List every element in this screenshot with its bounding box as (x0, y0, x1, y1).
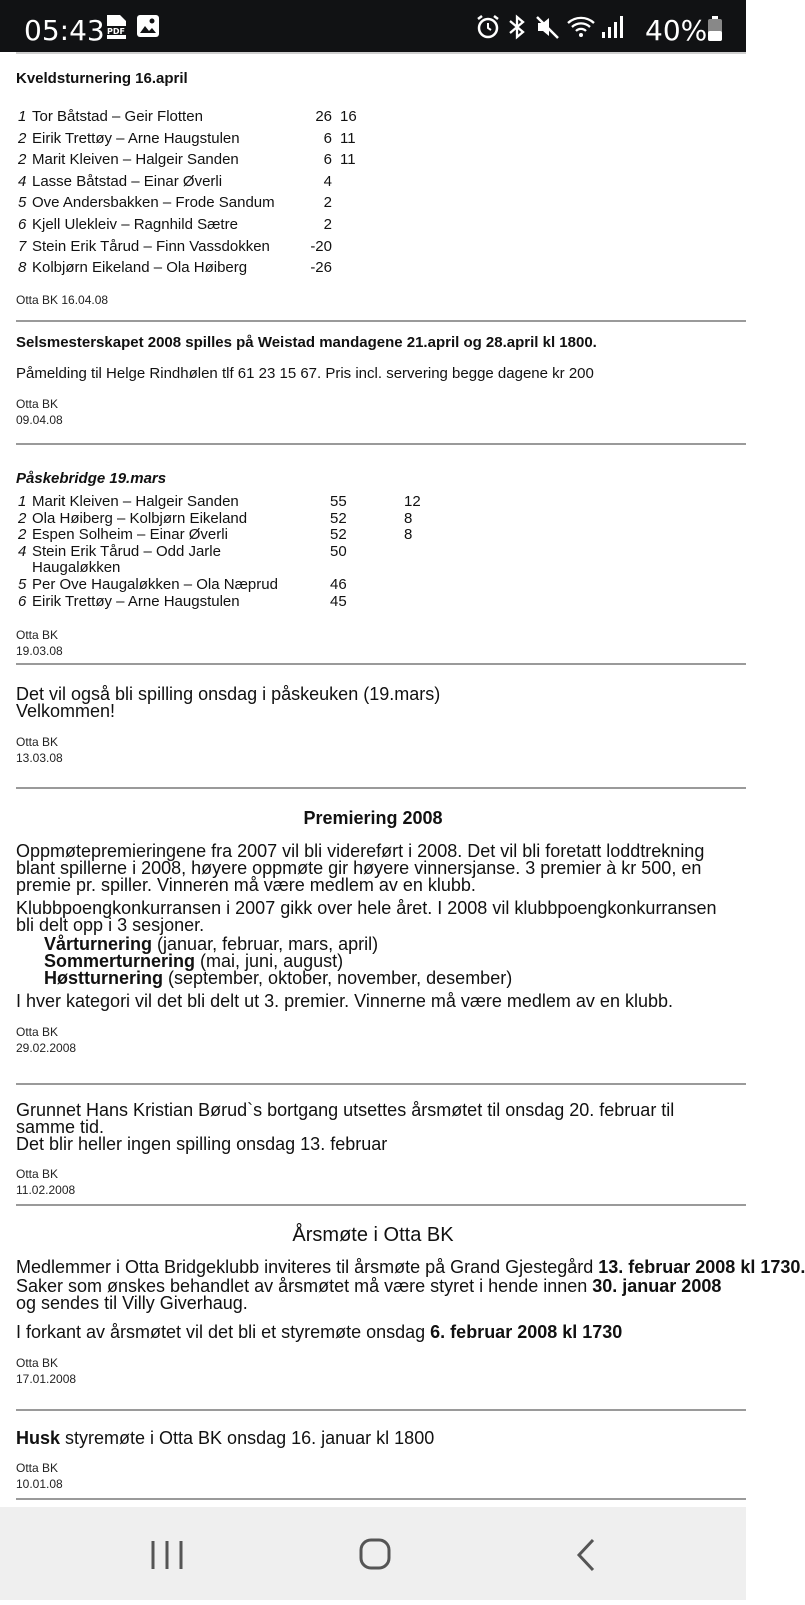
pair-cell: Kolbjørn Eikeland – Ola Høiberg (32, 259, 248, 277)
pair-cell: Kjell Ulekleiv – Ragnhild Sætre (32, 215, 238, 233)
entry-meta (16, 734, 746, 766)
table-row (18, 511, 434, 528)
score-cell: -20 (310, 237, 332, 255)
matchpoints-cell (332, 214, 370, 236)
entry-date: 09.04.08 (16, 413, 63, 427)
entry-title: Kveldsturnering 16.april (16, 70, 188, 87)
entry-author: Otta BK (16, 1025, 59, 1039)
score-cell: 2 (323, 215, 332, 233)
entry-text: Medlemmer i Otta Bridgeklubb inviteres til årsmøte på Grand Gjestegård (16, 1257, 599, 1277)
navigation-bar (0, 1507, 746, 1600)
signal-icon (600, 14, 626, 45)
rank-cell: 6 (18, 215, 27, 233)
recent-apps-button[interactable] (107, 1507, 227, 1600)
table-row (18, 236, 370, 258)
pair-cell: Stein Erik Tårud – Odd Jarle Haugaløkken (32, 542, 221, 577)
matchpoints-cell (396, 577, 434, 594)
score-cell: 2 (323, 194, 332, 212)
alarm-icon (476, 14, 500, 45)
wifi-icon (566, 14, 596, 45)
matchpoints-cell: 16 (340, 108, 357, 125)
rank-cell: 1 (18, 108, 27, 125)
pdf-notification-icon (104, 14, 128, 45)
news-entry-paskeuken (16, 686, 746, 720)
news-entry-arsmote (16, 1224, 805, 1387)
pair-cell: Marit Kleiven – Halgeir Sanden (32, 493, 239, 510)
session-months: (mai, juni, august) (200, 951, 344, 971)
pair-cell: Lasse Båtstad – Einar Øverli (32, 172, 223, 190)
divider (16, 1204, 746, 1206)
divider (16, 1409, 746, 1411)
rank-cell: 4 (18, 172, 27, 190)
pair-cell: Per Ove Haugaløkken – Ola Næprud (32, 575, 278, 593)
matchpoints-cell: 11 (340, 151, 356, 169)
rank-cell: 1 (18, 493, 27, 510)
home-button[interactable] (315, 1507, 435, 1600)
recent-apps-icon (107, 1507, 227, 1600)
pair-cell: Marit Kleiven – Halgeir Sanden (32, 151, 239, 169)
session-name: Høstturnering (44, 968, 163, 988)
entry-title: Årsmøte i Otta BK (292, 1224, 454, 1246)
score-cell: -26 (310, 259, 332, 277)
matchpoints-cell (396, 544, 434, 577)
rank-cell: 2 (18, 151, 27, 169)
session-item (44, 970, 730, 987)
news-entry-paskebridge (16, 470, 746, 487)
pair-cell: Ola Høiberg – Kolbjørn Eikeland (32, 509, 248, 527)
matchpoints-cell (396, 594, 434, 611)
table-row (18, 527, 434, 544)
rank-cell: 6 (18, 592, 27, 610)
entry-date: 13.03.08 (16, 751, 63, 765)
table-row (18, 544, 434, 577)
rank-cell: 5 (18, 194, 27, 212)
table-row (18, 192, 370, 214)
entry-emphasis: Husk (16, 1428, 61, 1448)
entry-footer: Otta BK 16.04.08 (16, 293, 109, 307)
home-icon (315, 1507, 435, 1600)
matchpoints-cell (332, 192, 370, 214)
entry-text: og sendes til Villy Giverhaug. (16, 1293, 248, 1313)
entry-date: 19.03.08 (16, 644, 63, 658)
status-time: 05:43 (24, 14, 105, 47)
entry-author: Otta BK (16, 1461, 59, 1475)
divider (16, 1498, 746, 1500)
mute-icon (535, 14, 561, 45)
divider (16, 787, 746, 789)
rank-cell: 5 (18, 575, 27, 593)
score-cell: 4 (323, 172, 332, 190)
score-cell: 52 (330, 526, 347, 544)
back-icon (525, 1507, 645, 1600)
entry-text: styremøte i Otta BK onsdag 16. januar kl 1800 (60, 1428, 435, 1448)
table-row (18, 577, 434, 594)
table-row (18, 149, 370, 171)
matchpoints-cell: 8 (404, 509, 413, 527)
divider (16, 663, 746, 665)
entry-meta (16, 627, 746, 659)
table-row (18, 171, 370, 193)
session-list (44, 936, 730, 987)
battery-percentage: 40% (645, 14, 708, 47)
battery-icon (707, 16, 723, 47)
matchpoints-cell (332, 257, 370, 279)
news-content[interactable] (0, 52, 805, 1507)
rank-cell: 2 (18, 509, 27, 527)
entry-body: Påmelding til Helge Rindhølen tlf 61 23 15 67. Pris incl. servering begge dagene kr 200 (16, 365, 594, 382)
pair-cell: Tor Båtstad – Geir Flotten (32, 108, 203, 125)
rank-cell: 4 (18, 542, 27, 560)
rank-cell: 7 (18, 237, 27, 255)
session-name: Sommerturnering (44, 951, 196, 971)
entry-body (16, 1324, 746, 1341)
pair-cell: Stein Erik Tårud – Finn Vassdokken (32, 237, 270, 255)
entry-body: I hver kategori vil det bli delt ut 3. premier. Vinnerne må være medlem av en klubb. (16, 991, 673, 1011)
rank-cell: 2 (18, 526, 27, 544)
entry-body: Det blir heller ingen spilling onsdag 13. februar (16, 1134, 388, 1154)
entry-emphasis: 6. februar 2008 kl 1730 (430, 1322, 623, 1342)
news-entry-grunnet (16, 1102, 730, 1153)
entry-author: Otta BK (16, 628, 59, 642)
entry-date: 29.02.2008 (16, 1041, 77, 1055)
session-months: (januar, februar, mars, april) (157, 934, 379, 954)
entry-body (16, 1278, 746, 1312)
entry-author: Otta BK (16, 735, 59, 749)
divider (16, 320, 746, 322)
entry-body (16, 1257, 805, 1277)
bluetooth-icon (506, 14, 528, 45)
divider (16, 1083, 746, 1085)
score-cell: 6 (323, 129, 332, 147)
status-bar (0, 0, 746, 52)
image-notification-icon (136, 14, 160, 43)
entry-text: I forkant av årsmøtet vil det bli et styremøte onsdag (16, 1322, 431, 1342)
divider (16, 443, 746, 445)
results-table (18, 106, 370, 279)
entry-title: Premiering 2008 (303, 808, 443, 828)
matchpoints-cell: 8 (404, 526, 413, 544)
pair-cell: Espen Solheim – Einar Øverli (32, 526, 228, 544)
score-cell: 6 (323, 151, 332, 169)
pair-cell: Eirik Trettøy – Arne Haugstulen (32, 592, 240, 610)
session-name: Vårturnering (44, 934, 153, 954)
entry-emphasis: 30. januar 2008 (592, 1276, 722, 1296)
table-row (18, 214, 370, 236)
score-cell: 26 (315, 108, 332, 125)
entry-author: Otta BK (16, 1167, 59, 1181)
session-months: (september, oktober, november, desember) (168, 968, 513, 988)
rank-cell: 8 (18, 259, 27, 277)
entry-date: 17.01.2008 (16, 1372, 77, 1386)
results-table (18, 494, 434, 610)
entry-body: Klubbpoengkonkurransen i 2007 gikk over hele året. I 2008 vil klubbpoengkonkurransen bli delt opp i 3 sesjoner. (16, 898, 717, 935)
score-cell: 55 (330, 493, 347, 510)
table-row (18, 594, 434, 611)
matchpoints-cell (332, 171, 370, 193)
table-row (18, 106, 370, 128)
entry-title: Selsmesterskapet 2008 spilles på Weistad mandagene 21.april og 28.april kl 1800. (16, 334, 597, 351)
entry-meta (16, 1166, 746, 1198)
entry-author: Otta BK (16, 1356, 59, 1370)
entry-author: Otta BK (16, 397, 59, 411)
news-entry-selsmesterskap (16, 334, 746, 428)
entry-meta (16, 1460, 746, 1492)
news-entry-kveldsturnering (16, 70, 746, 87)
entry-body: Velkommen! (16, 701, 116, 721)
table-row (18, 257, 370, 279)
entry-text: Saker som ønskes behandlet av årsmøtet må være styret i hende innen (16, 1276, 593, 1296)
score-cell: 46 (330, 575, 347, 593)
rank-cell: 2 (18, 129, 27, 147)
score-cell: 52 (330, 509, 347, 527)
entry-date: 10.01.08 (16, 1477, 63, 1491)
matchpoints-cell: 11 (340, 129, 356, 147)
entry-body: Det vil også bli spilling onsdag i påskeuken (19.mars) (16, 684, 441, 704)
pair-cell: Eirik Trettøy – Arne Haugstulen (32, 129, 240, 147)
score-cell: 45 (330, 592, 347, 610)
svg-text:PDF: PDF (107, 27, 125, 36)
table-row (18, 128, 370, 150)
entry-title: Påskebridge 19.mars (16, 470, 167, 487)
table-row (18, 494, 434, 511)
news-entry-premiering (16, 808, 730, 1056)
matchpoints-cell (332, 236, 370, 258)
entry-date: 11.02.2008 (16, 1183, 76, 1197)
news-entry-husk (16, 1430, 746, 1447)
entry-body: Oppmøtepremieringene fra 2007 vil bli videreført i 2008. Det vil bli foretatt loddtrekning blant spillerne i 2008, høyere oppmøte gir høyere vinnersjanse. 3 premier à kr 500, en premie pr. spiller. Vinneren må være medlem av en klubb. (16, 841, 705, 895)
entry-emphasis: 13. februar 2008 kl 1730. (598, 1257, 805, 1277)
score-cell: 50 (330, 542, 347, 560)
entry-body: Grunnet Hans Kristian Børud`s bortgang utsettes årsmøtet til onsdag 20. februar til samme tid. (16, 1100, 675, 1137)
matchpoints-cell: 12 (404, 493, 421, 510)
back-button[interactable] (525, 1507, 645, 1600)
divider (16, 52, 746, 54)
pair-cell: Ove Andersbakken – Frode Sandum (32, 194, 275, 212)
